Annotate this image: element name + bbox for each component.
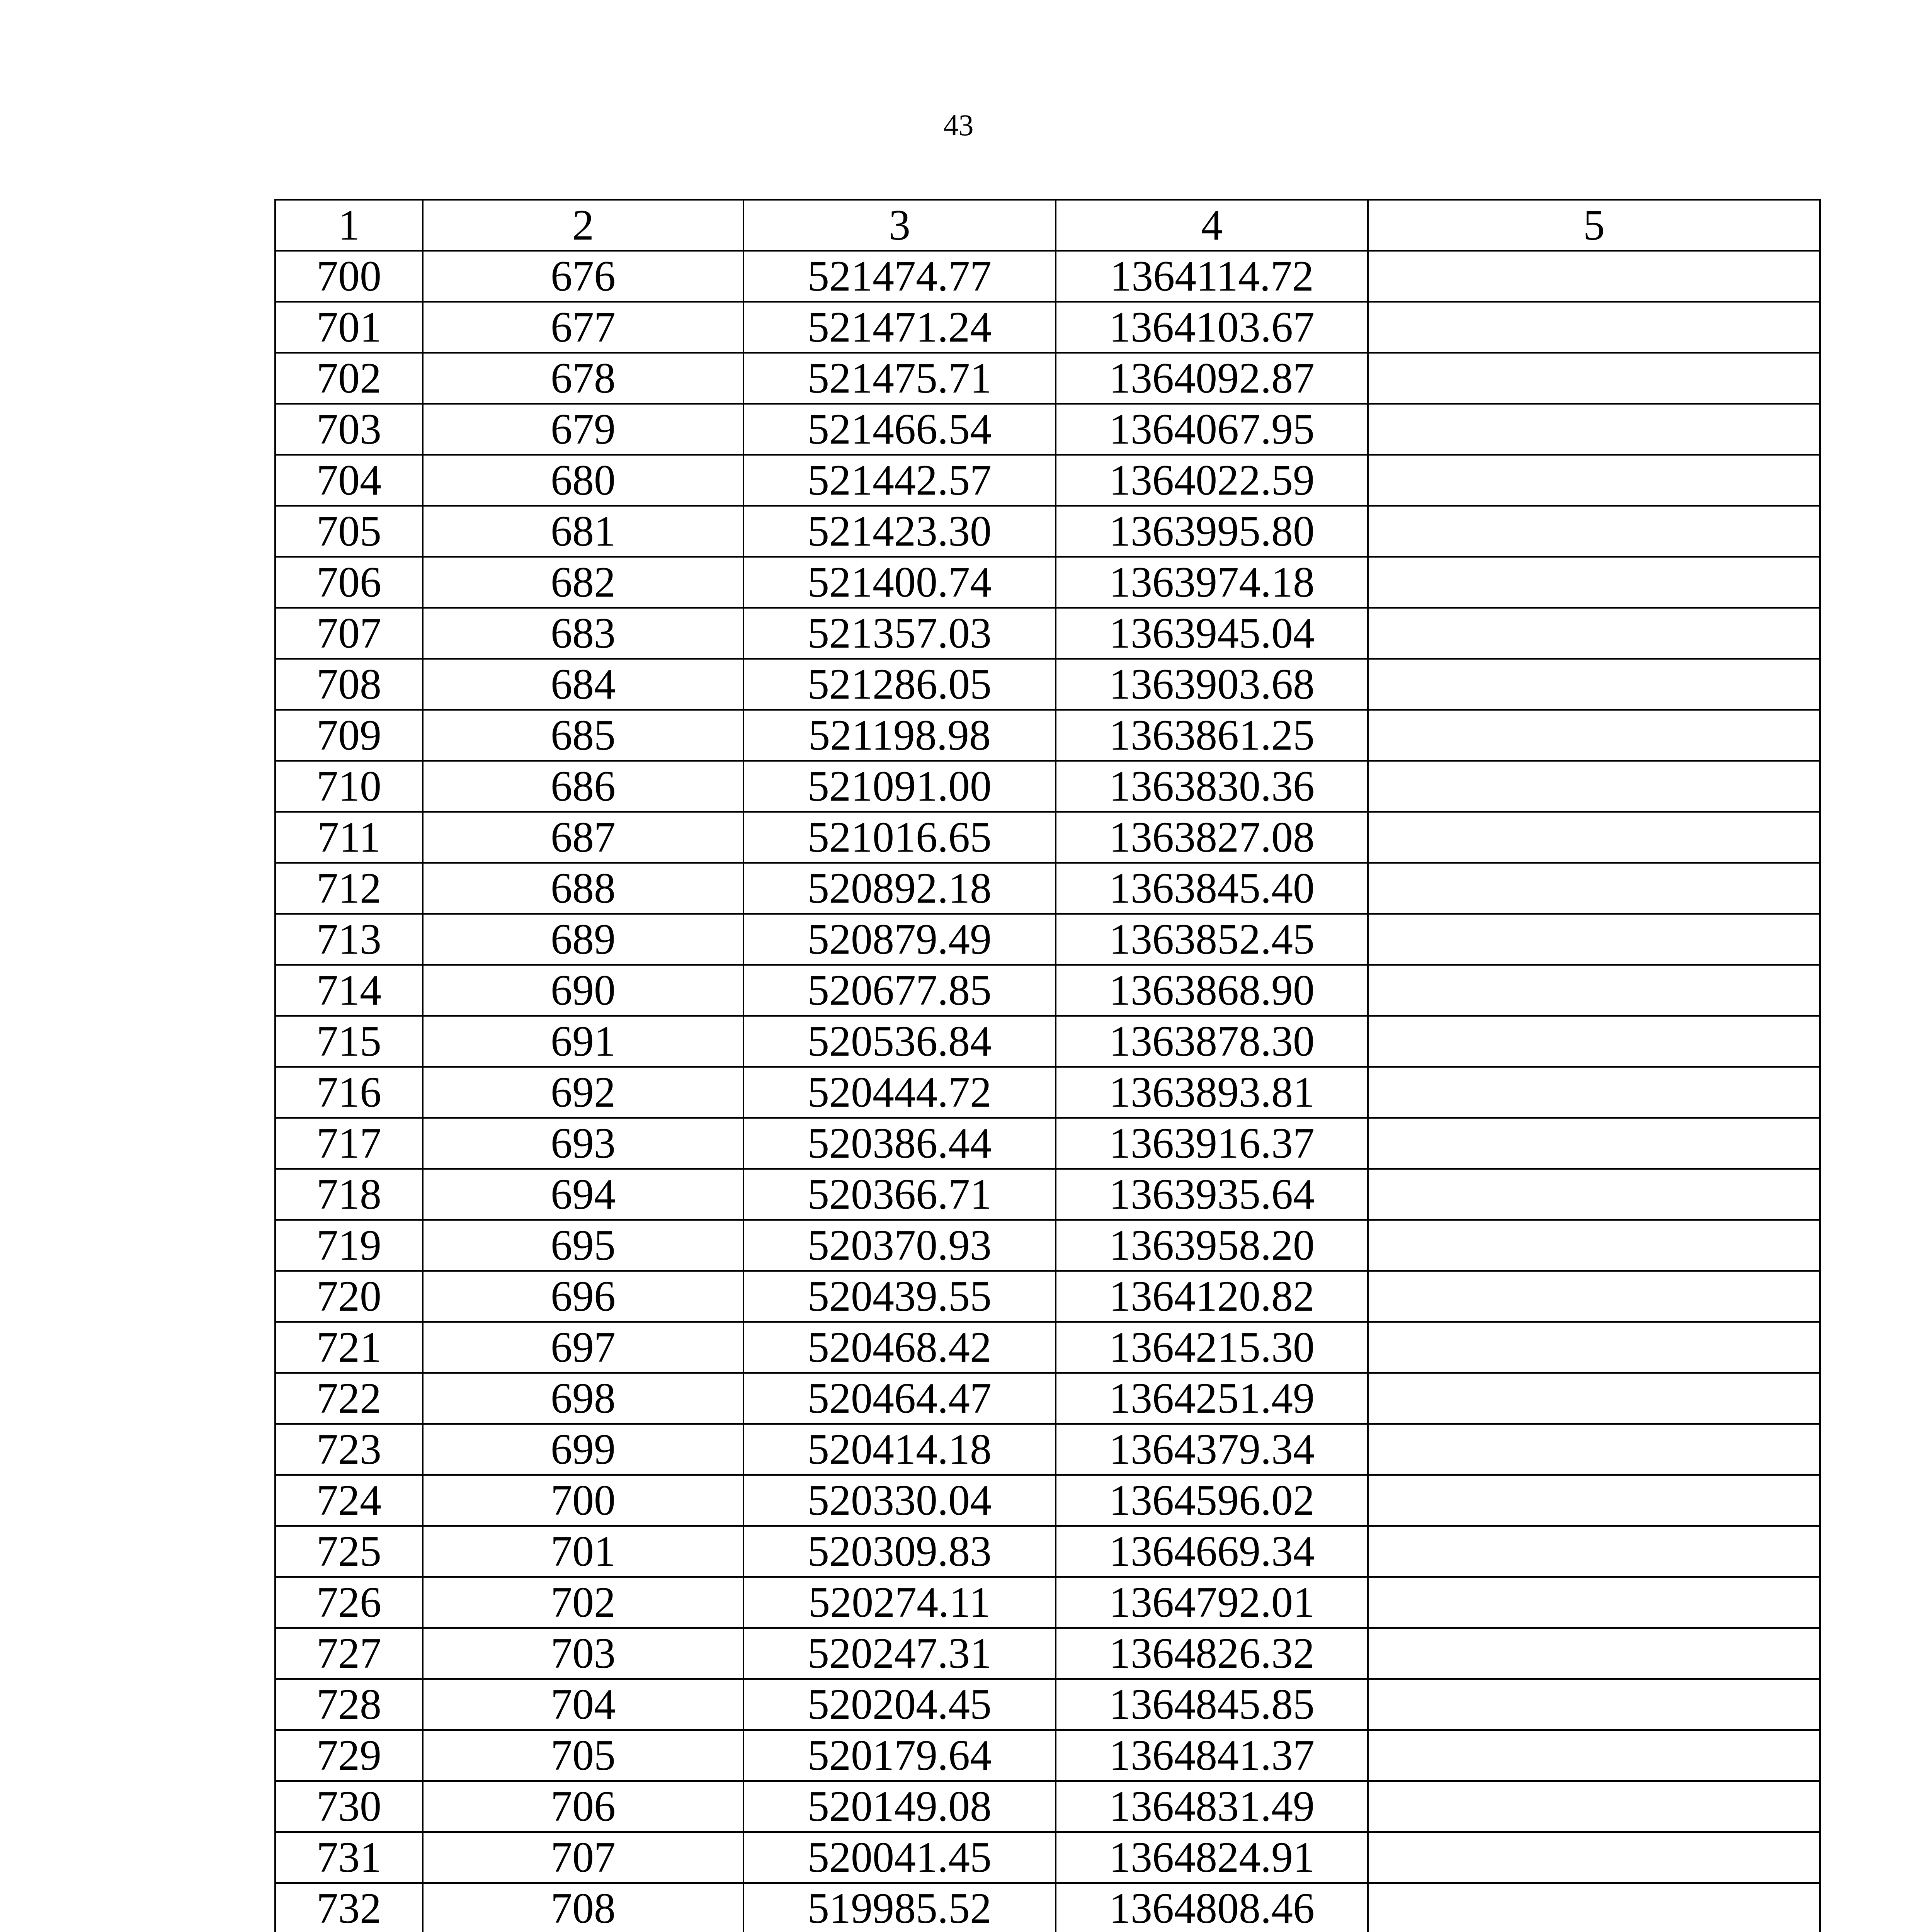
table-cell: 696 (423, 1271, 743, 1322)
table-row (275, 353, 1820, 404)
coordinates-table (274, 199, 1821, 1932)
table-cell: 1363827.08 (1056, 812, 1368, 863)
table-cell (1368, 1781, 1820, 1832)
table-row (275, 1169, 1820, 1220)
table-cell: 686 (423, 761, 743, 812)
table-cell: 520179.64 (743, 1730, 1056, 1781)
table-cell: 710 (275, 761, 423, 812)
table-cell: 720 (275, 1271, 423, 1322)
table-row (275, 965, 1820, 1016)
table-cell: 521471.24 (743, 302, 1056, 353)
table-row (275, 506, 1820, 557)
table-cell: 703 (275, 404, 423, 455)
table-cell: 521442.57 (743, 455, 1056, 506)
table-cell: 1364215.30 (1056, 1322, 1368, 1373)
table-cell: 706 (275, 557, 423, 608)
table-cell: 521091.00 (743, 761, 1056, 812)
table-row (275, 302, 1820, 353)
table-row (275, 1424, 1820, 1475)
table-cell (1368, 1883, 1820, 1932)
table-cell: 1364669.34 (1056, 1526, 1368, 1577)
table-cell: 709 (275, 710, 423, 761)
table-cell (1368, 251, 1820, 302)
table-cell (1368, 557, 1820, 608)
table-cell (1368, 1220, 1820, 1271)
table-cell: 697 (423, 1322, 743, 1373)
table-row (275, 1577, 1820, 1628)
table-cell: 1364826.32 (1056, 1628, 1368, 1679)
table-cell: 521475.71 (743, 353, 1056, 404)
table-cell: 728 (275, 1679, 423, 1730)
table-row (275, 761, 1820, 812)
table-cell: 519985.52 (743, 1883, 1056, 1932)
table-cell: 704 (423, 1679, 743, 1730)
table-cell: 707 (423, 1832, 743, 1883)
table-row (275, 557, 1820, 608)
table-cell: 520041.45 (743, 1832, 1056, 1883)
table-cell: 677 (423, 302, 743, 353)
table-cell: 1364808.46 (1056, 1883, 1368, 1932)
table-cell (1368, 914, 1820, 965)
table-cell: 712 (275, 863, 423, 914)
table-row (275, 1475, 1820, 1526)
table-cell: 700 (423, 1475, 743, 1526)
table-cell: 678 (423, 353, 743, 404)
table-cell: 702 (275, 353, 423, 404)
table-cell: 521286.05 (743, 659, 1056, 710)
column-header: 5 (1368, 200, 1820, 251)
table-cell: 700 (275, 251, 423, 302)
column-header: 2 (423, 200, 743, 251)
table-row (275, 1220, 1820, 1271)
table-cell: 722 (275, 1373, 423, 1424)
table-cell: 1364845.85 (1056, 1679, 1368, 1730)
table-cell: 1364831.49 (1056, 1781, 1368, 1832)
table-cell (1368, 1169, 1820, 1220)
table-cell: 683 (423, 608, 743, 659)
table-row (275, 608, 1820, 659)
table-cell: 705 (275, 506, 423, 557)
table-cell: 1364103.67 (1056, 302, 1368, 353)
table-cell: 681 (423, 506, 743, 557)
table-cell: 520464.47 (743, 1373, 1056, 1424)
table-cell (1368, 404, 1820, 455)
table-cell: 708 (275, 659, 423, 710)
table-cell: 702 (423, 1577, 743, 1628)
table-cell: 685 (423, 710, 743, 761)
table-cell: 682 (423, 557, 743, 608)
table-cell: 1364114.72 (1056, 251, 1368, 302)
table-cell: 1364067.95 (1056, 404, 1368, 455)
table-cell (1368, 1424, 1820, 1475)
table-cell: 715 (275, 1016, 423, 1067)
table-cell: 711 (275, 812, 423, 863)
table-row (275, 1679, 1820, 1730)
table-cell: 520536.84 (743, 1016, 1056, 1067)
table-cell: 520204.45 (743, 1679, 1056, 1730)
table-cell: 724 (275, 1475, 423, 1526)
table-cell: 1363903.68 (1056, 659, 1368, 710)
table-cell: 1363995.80 (1056, 506, 1368, 557)
table-cell: 520414.18 (743, 1424, 1056, 1475)
table-cell: 1363935.64 (1056, 1169, 1368, 1220)
table-cell: 520309.83 (743, 1526, 1056, 1577)
table-cell: 520468.42 (743, 1322, 1056, 1373)
table-cell: 521466.54 (743, 404, 1056, 455)
table-cell: 680 (423, 455, 743, 506)
table-cell (1368, 1730, 1820, 1781)
table-cell: 521198.98 (743, 710, 1056, 761)
table-row (275, 1322, 1820, 1373)
table-cell: 1363945.04 (1056, 608, 1368, 659)
table-row (275, 710, 1820, 761)
table-row (275, 1016, 1820, 1067)
table-cell (1368, 710, 1820, 761)
table-cell: 705 (423, 1730, 743, 1781)
table-cell: 521357.03 (743, 608, 1056, 659)
table-cell (1368, 1628, 1820, 1679)
table-row (275, 1883, 1820, 1932)
table-cell: 520274.11 (743, 1577, 1056, 1628)
column-header: 3 (743, 200, 1056, 251)
table-cell: 1363852.45 (1056, 914, 1368, 965)
table-cell: 691 (423, 1016, 743, 1067)
table-cell: 520439.55 (743, 1271, 1056, 1322)
table-cell: 1363830.36 (1056, 761, 1368, 812)
table-row (275, 251, 1820, 302)
table-row (275, 1373, 1820, 1424)
table-cell: 520677.85 (743, 965, 1056, 1016)
table-cell: 726 (275, 1577, 423, 1628)
table-cell: 692 (423, 1067, 743, 1118)
table-cell: 521400.74 (743, 557, 1056, 608)
table-cell: 723 (275, 1424, 423, 1475)
table-cell: 730 (275, 1781, 423, 1832)
table-cell: 520444.72 (743, 1067, 1056, 1118)
column-header: 4 (1056, 200, 1368, 251)
table-cell: 684 (423, 659, 743, 710)
table-row (275, 404, 1820, 455)
table-cell: 520370.93 (743, 1220, 1056, 1271)
table-cell (1368, 1475, 1820, 1526)
table-cell: 521474.77 (743, 251, 1056, 302)
table-cell: 520879.49 (743, 914, 1056, 965)
table-cell: 1364596.02 (1056, 1475, 1368, 1526)
table-cell (1368, 1373, 1820, 1424)
table-cell (1368, 1016, 1820, 1067)
table-cell (1368, 965, 1820, 1016)
table-cell: 701 (423, 1526, 743, 1577)
table-cell: 719 (275, 1220, 423, 1271)
table-cell (1368, 1526, 1820, 1577)
table-cell (1368, 659, 1820, 710)
table-row (275, 1526, 1820, 1577)
table-cell (1368, 761, 1820, 812)
table-cell: 520330.04 (743, 1475, 1056, 1526)
table-cell: 520386.44 (743, 1118, 1056, 1169)
table-cell (1368, 608, 1820, 659)
table-cell: 693 (423, 1118, 743, 1169)
table-cell: 717 (275, 1118, 423, 1169)
table-cell: 679 (423, 404, 743, 455)
table-cell: 708 (423, 1883, 743, 1932)
page-number: 43 (943, 108, 974, 142)
column-header: 1 (275, 200, 423, 251)
table-cell: 521016.65 (743, 812, 1056, 863)
table-cell: 676 (423, 251, 743, 302)
table-cell: 695 (423, 1220, 743, 1271)
table-cell: 1363868.90 (1056, 965, 1368, 1016)
table-cell: 718 (275, 1169, 423, 1220)
table-cell: 1364022.59 (1056, 455, 1368, 506)
table-cell (1368, 1271, 1820, 1322)
table-cell: 704 (275, 455, 423, 506)
table-cell (1368, 863, 1820, 914)
table-cell: 694 (423, 1169, 743, 1220)
table-cell: 687 (423, 812, 743, 863)
table-cell: 1364379.34 (1056, 1424, 1368, 1475)
table-cell (1368, 812, 1820, 863)
table-row (275, 863, 1820, 914)
table-cell: 1363958.20 (1056, 1220, 1368, 1271)
table-cell: 1364824.91 (1056, 1832, 1368, 1883)
table-cell: 713 (275, 914, 423, 965)
table-cell: 698 (423, 1373, 743, 1424)
table-cell: 520892.18 (743, 863, 1056, 914)
table-cell: 1363916.37 (1056, 1118, 1368, 1169)
table-cell (1368, 302, 1820, 353)
table-cell (1368, 1679, 1820, 1730)
table-cell: 701 (275, 302, 423, 353)
table-cell (1368, 1577, 1820, 1628)
table-cell: 1364120.82 (1056, 1271, 1368, 1322)
table-cell: 1363893.81 (1056, 1067, 1368, 1118)
table-cell: 731 (275, 1832, 423, 1883)
table-cell (1368, 1832, 1820, 1883)
table-cell: 732 (275, 1883, 423, 1932)
table-cell (1368, 455, 1820, 506)
table-cell: 706 (423, 1781, 743, 1832)
table-row (275, 812, 1820, 863)
table-cell: 703 (423, 1628, 743, 1679)
table-row (275, 1832, 1820, 1883)
table-cell: 1364092.87 (1056, 353, 1368, 404)
table-cell: 721 (275, 1322, 423, 1373)
table-cell: 1363861.25 (1056, 710, 1368, 761)
table-cell: 1364792.01 (1056, 1577, 1368, 1628)
table-cell: 689 (423, 914, 743, 965)
table-cell: 729 (275, 1730, 423, 1781)
table-row (275, 659, 1820, 710)
table-row (275, 914, 1820, 965)
table-cell: 1363878.30 (1056, 1016, 1368, 1067)
table-body (275, 251, 1820, 1932)
table-cell: 688 (423, 863, 743, 914)
table-row (275, 1730, 1820, 1781)
table-cell: 1363845.40 (1056, 863, 1368, 914)
table-cell (1368, 353, 1820, 404)
table-cell (1368, 506, 1820, 557)
table-cell: 520247.31 (743, 1628, 1056, 1679)
table-cell: 1364251.49 (1056, 1373, 1368, 1424)
table-cell: 727 (275, 1628, 423, 1679)
table-cell: 725 (275, 1526, 423, 1577)
table-cell (1368, 1118, 1820, 1169)
table-cell: 699 (423, 1424, 743, 1475)
table-cell: 707 (275, 608, 423, 659)
table-row (275, 455, 1820, 506)
table-cell: 520366.71 (743, 1169, 1056, 1220)
table-row (275, 1628, 1820, 1679)
table-cell: 714 (275, 965, 423, 1016)
table-row (275, 1271, 1820, 1322)
table-cell (1368, 1322, 1820, 1373)
table-cell: 1364841.37 (1056, 1730, 1368, 1781)
table-row (275, 1781, 1820, 1832)
table-cell: 520149.08 (743, 1781, 1056, 1832)
table-cell: 716 (275, 1067, 423, 1118)
table-cell: 1363974.18 (1056, 557, 1368, 608)
table-cell: 521423.30 (743, 506, 1056, 557)
table-header-row (275, 200, 1820, 251)
table-row (275, 1067, 1820, 1118)
table-cell (1368, 1067, 1820, 1118)
table-row (275, 1118, 1820, 1169)
table-cell: 690 (423, 965, 743, 1016)
